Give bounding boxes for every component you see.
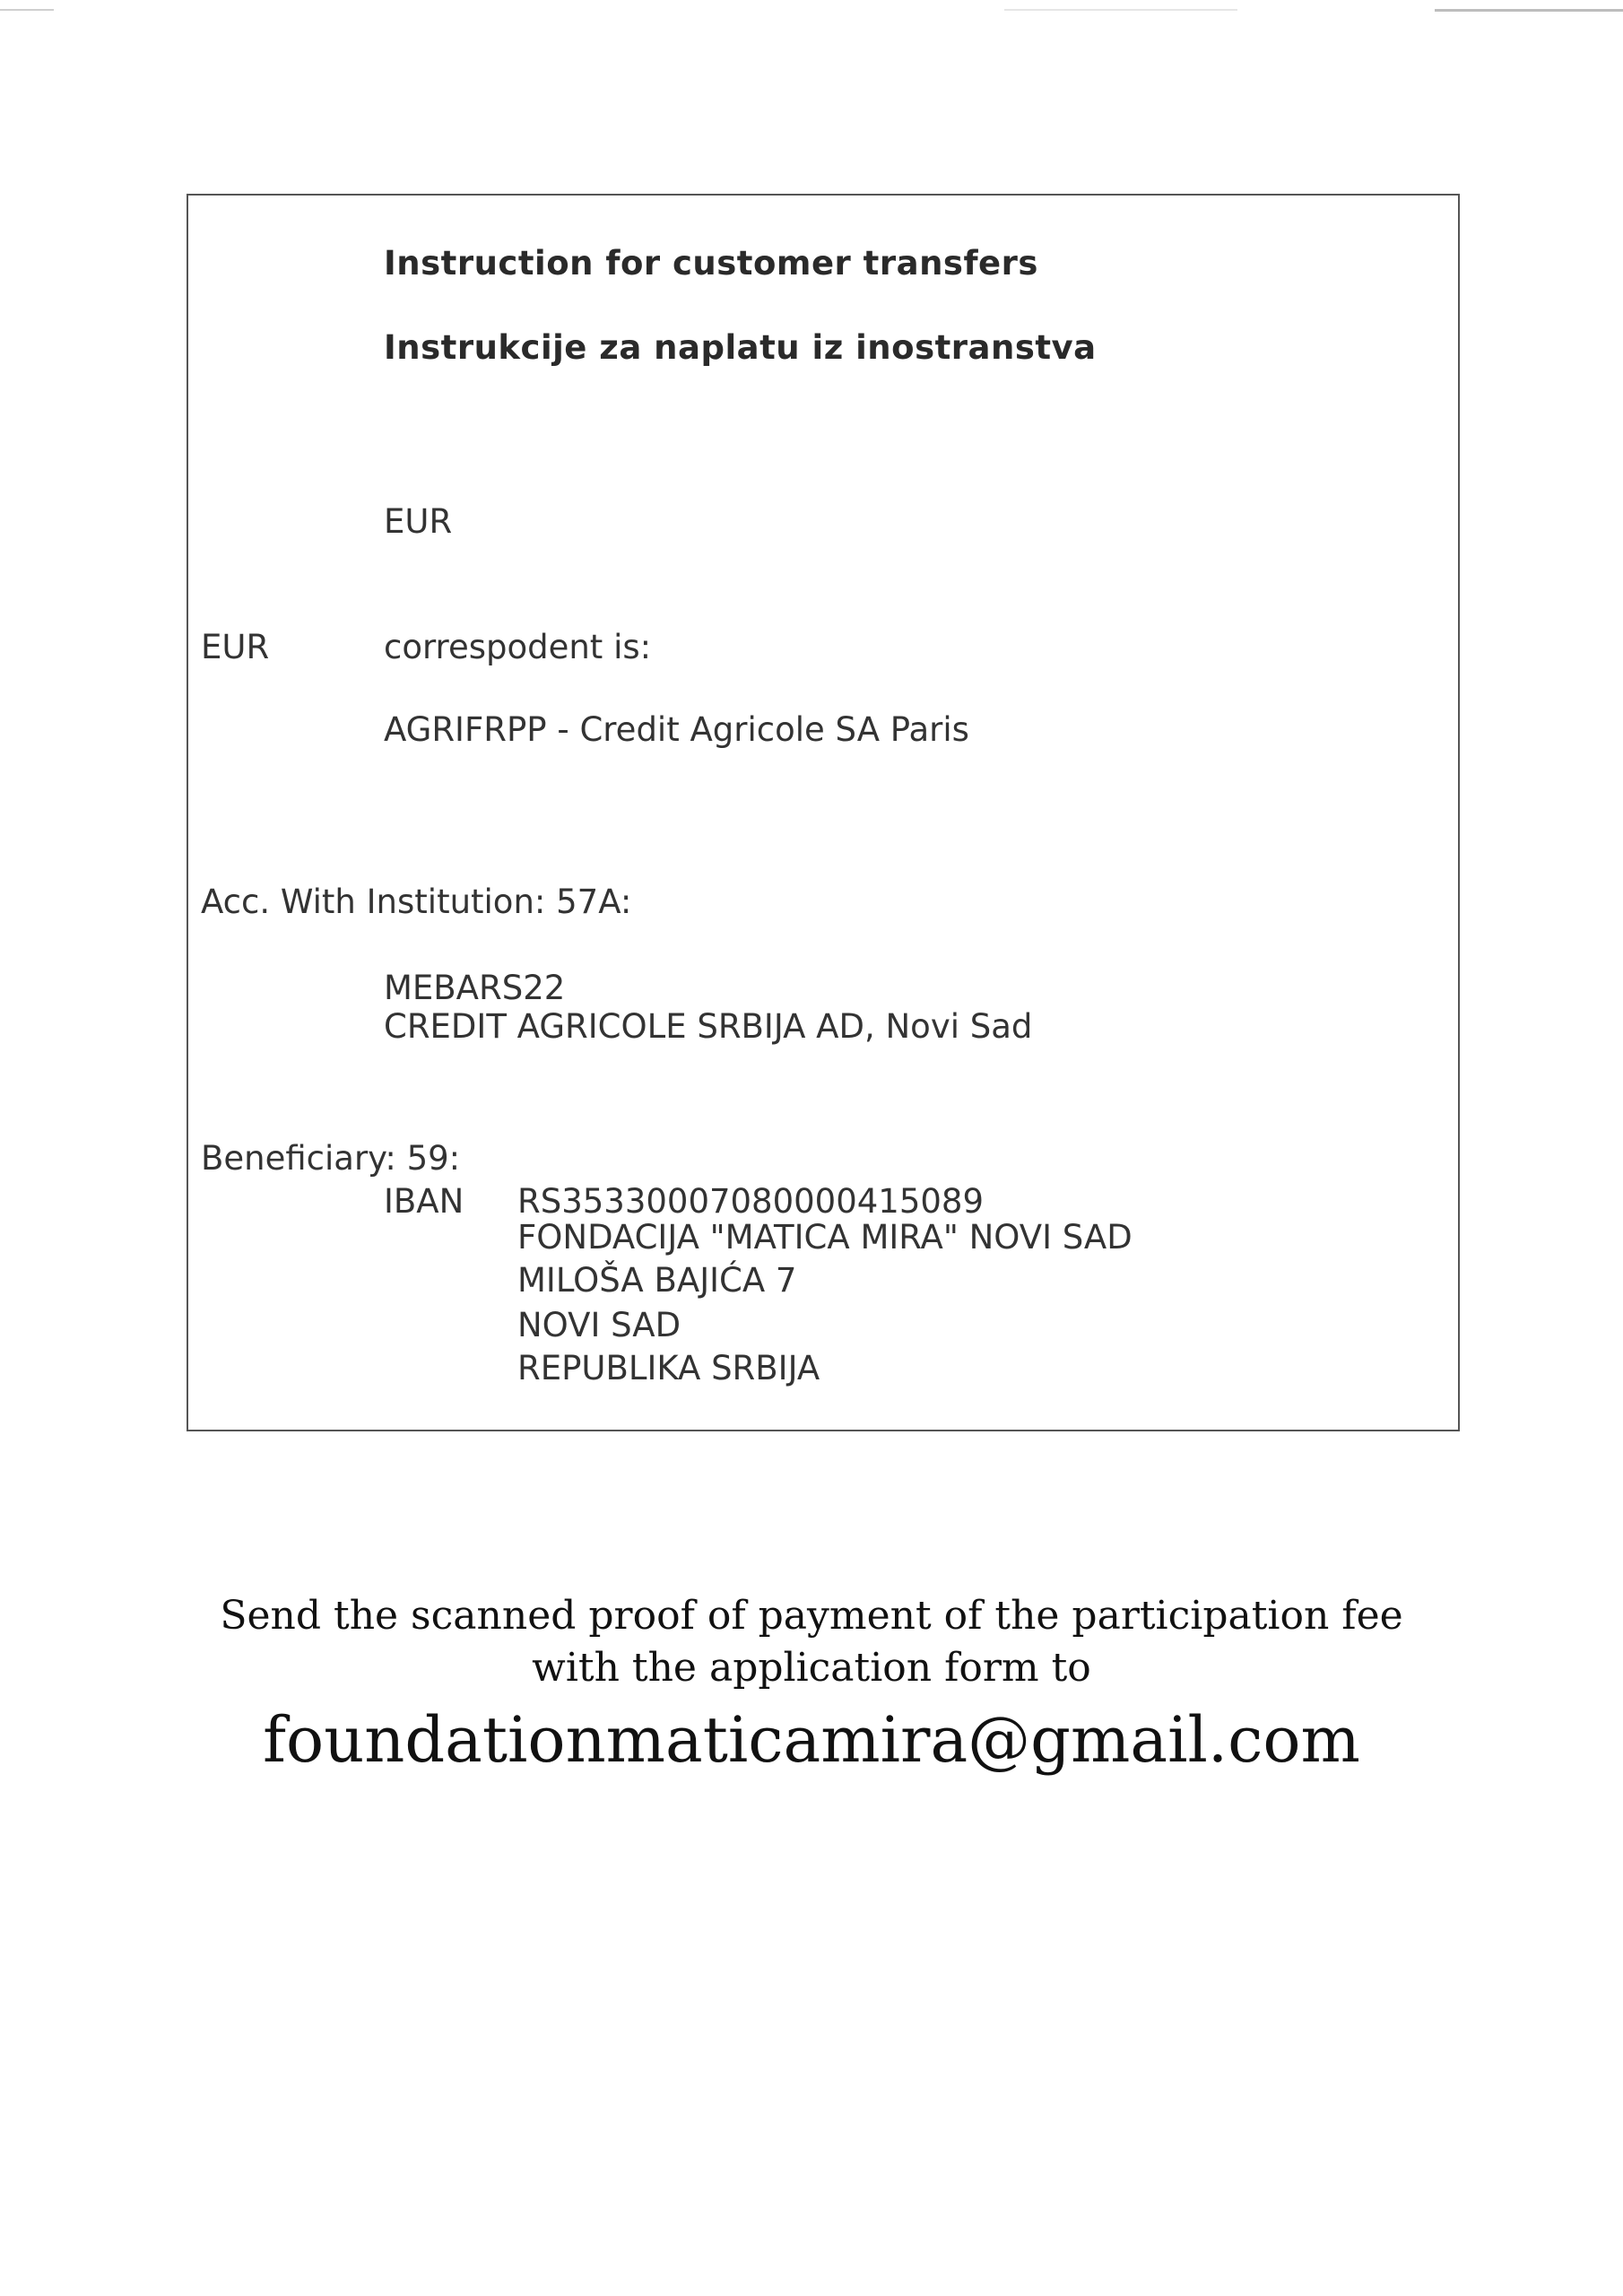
beneficiary-street: MILOŠA BAJIĆA 7 [517, 1261, 797, 1300]
institution-swift: MEBARS22 [384, 969, 566, 1007]
beneficiary-country: REPUBLIKA SRBIJA [517, 1349, 820, 1387]
heading-english: Instruction for customer transfers [384, 244, 1038, 283]
correspondent-currency: EUR [201, 628, 270, 666]
scan-edge-left [0, 9, 54, 11]
footer-instruction-line-1: Send the scanned proof of payment of the participation fee [220, 1593, 1403, 1639]
institution-bank: CREDIT AGRICOLE SRBIJA AD, Novi Sad [384, 1007, 1033, 1046]
beneficiary-city: NOVI SAD [517, 1306, 681, 1344]
scan-edge-right [1435, 9, 1623, 12]
beneficiary-label: Beneficiary: 59: [201, 1139, 461, 1178]
correspondent-label: correspodent is: [384, 628, 652, 666]
contact-email: foundationmaticamira@gmail.com [263, 1703, 1360, 1777]
footer-instruction-line-2: with the application form to [532, 1645, 1091, 1691]
iban-value: RS35330007080000415089 [517, 1182, 985, 1221]
currency-label: EUR [384, 502, 453, 541]
heading-serbian: Instrukcije za naplatu iz inostranstva [384, 328, 1097, 367]
iban-label: IBAN [384, 1182, 464, 1221]
correspondent-bank: AGRIFRPP - Credit Agricole SA Paris [384, 710, 969, 749]
beneficiary-name: FONDACIJA "MATICA MIRA" NOVI SAD [517, 1218, 1133, 1257]
institution-label: Acc. With Institution: 57A: [201, 883, 632, 921]
scan-edge-center [1004, 9, 1237, 11]
